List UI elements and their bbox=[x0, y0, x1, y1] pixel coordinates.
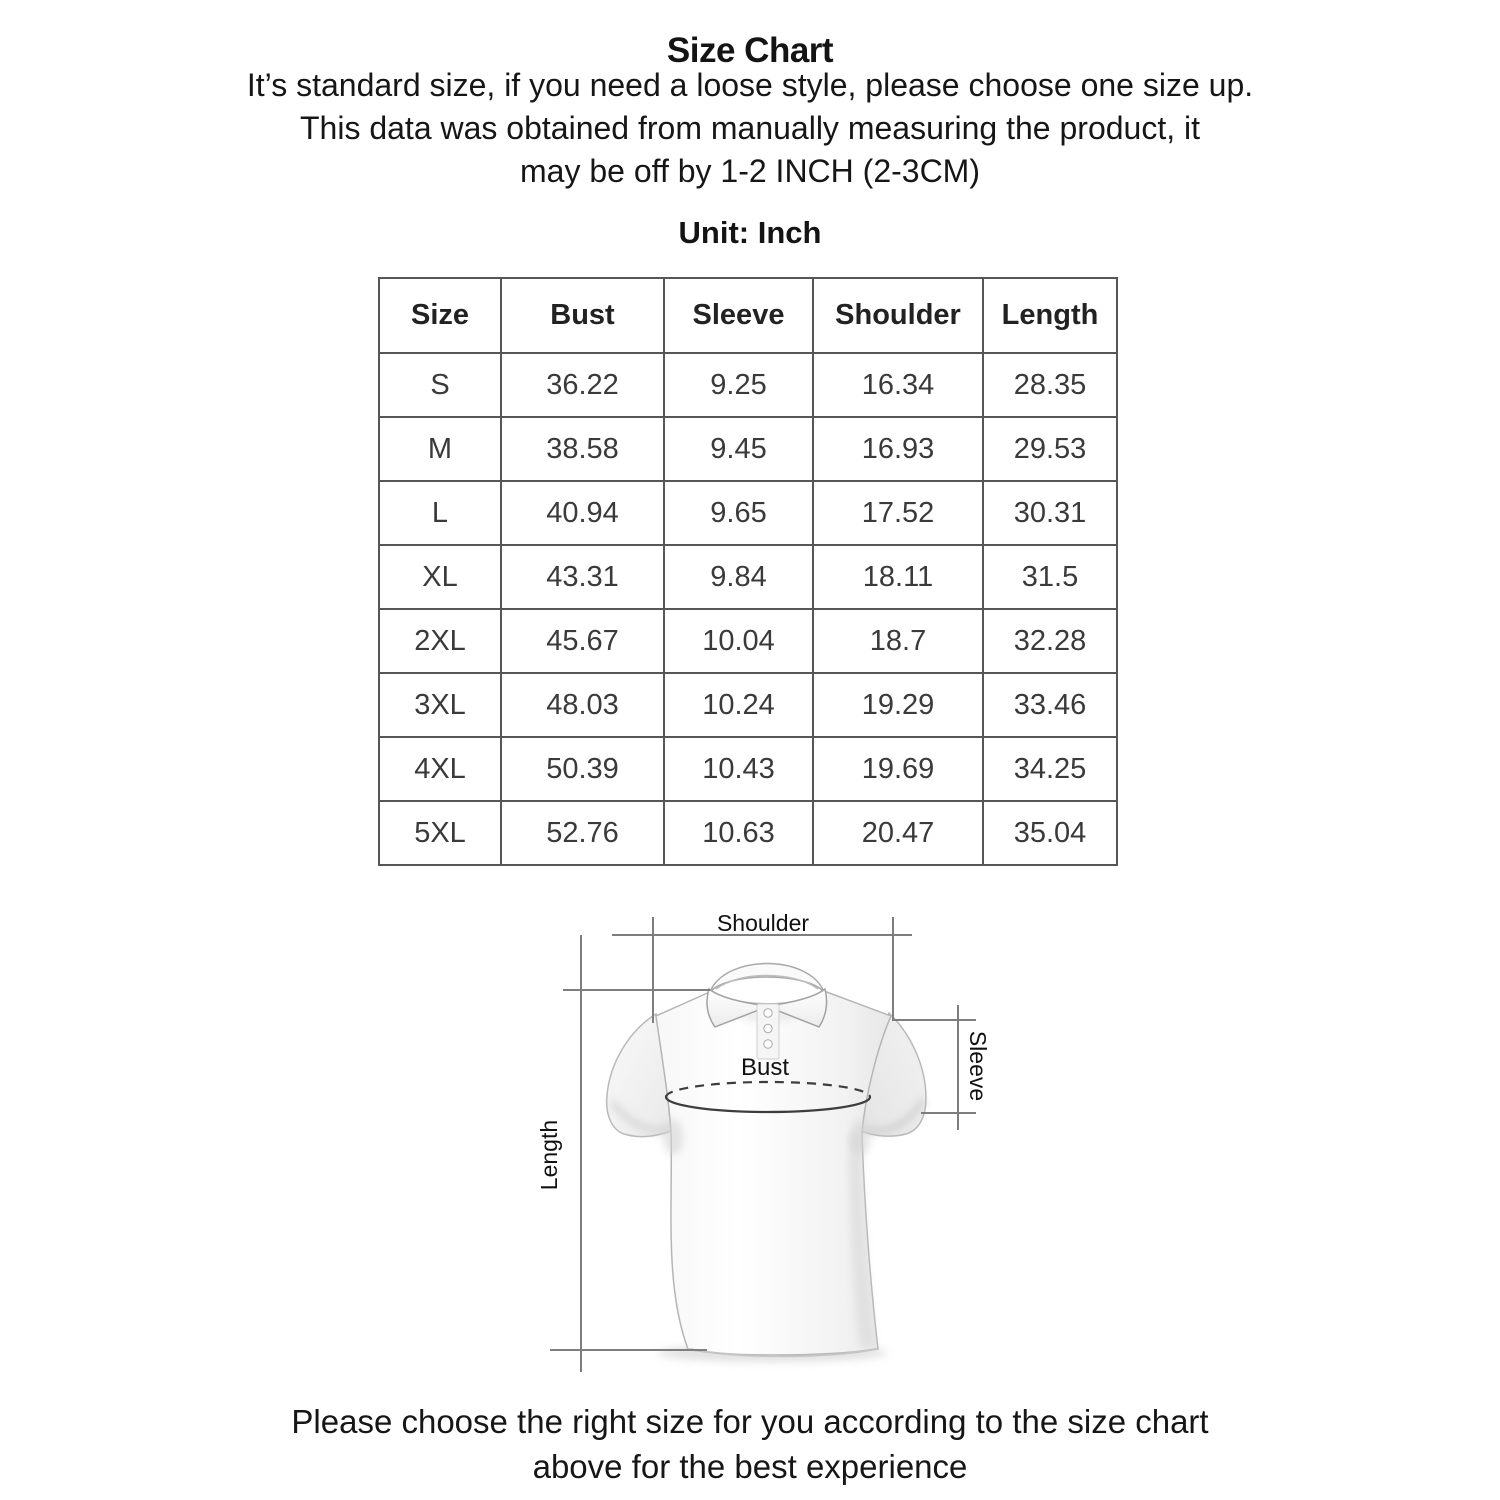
table-row-3xl bbox=[379, 673, 1117, 737]
shoulder-cell: 20.47 bbox=[813, 801, 983, 865]
table-row-4xl bbox=[379, 737, 1117, 801]
sleeve-cell: 9.65 bbox=[664, 481, 813, 545]
column-header-bust: Bust bbox=[501, 278, 664, 353]
length-cell: 35.04 bbox=[983, 801, 1117, 865]
sleeve-cell: 9.45 bbox=[664, 417, 813, 481]
measurement-diagram bbox=[520, 895, 1025, 1395]
sleeve-cell: 10.43 bbox=[664, 737, 813, 801]
left-armpit-shade bbox=[663, 1119, 683, 1155]
length-cell: 31.5 bbox=[983, 545, 1117, 609]
bust-cell: 38.58 bbox=[501, 417, 664, 481]
sleeve-label: Sleeve bbox=[965, 1030, 991, 1102]
intro-line-3: may be off by 1-2 INCH (2-3CM) bbox=[520, 153, 980, 189]
sleeve-cell: 9.25 bbox=[664, 353, 813, 417]
size-cell: 4XL bbox=[379, 737, 501, 801]
table-row-5xl bbox=[379, 801, 1117, 865]
table-header-row bbox=[379, 278, 1117, 353]
placket bbox=[757, 1004, 779, 1059]
sleeve-cell: 9.84 bbox=[664, 545, 813, 609]
bust-label: Bust bbox=[740, 1054, 790, 1081]
intro-line-1: It’s standard size, if you need a loose style, please choose one size up. bbox=[246, 67, 1254, 103]
length-cell: 34.25 bbox=[983, 737, 1117, 801]
intro-text bbox=[0, 64, 1500, 193]
column-header-shoulder: Shoulder bbox=[813, 278, 983, 353]
bust-cell: 50.39 bbox=[501, 737, 664, 801]
intro-line-2: This data was obtained from manually measuring the product, it bbox=[299, 110, 1200, 146]
size-cell: XL bbox=[379, 545, 501, 609]
bust-cell: 48.03 bbox=[501, 673, 664, 737]
bust-cell: 45.67 bbox=[501, 609, 664, 673]
size-cell: 3XL bbox=[379, 673, 501, 737]
polo-shirt-illustration bbox=[607, 964, 926, 1357]
button-2 bbox=[764, 1024, 772, 1032]
length-cell: 28.35 bbox=[983, 353, 1117, 417]
size-cell: S bbox=[379, 353, 501, 417]
page-title: Size Chart bbox=[666, 31, 834, 71]
length-cell: 29.53 bbox=[983, 417, 1117, 481]
table-row-xl bbox=[379, 545, 1117, 609]
length-cell: 33.46 bbox=[983, 673, 1117, 737]
table-row-s bbox=[379, 353, 1117, 417]
button-1 bbox=[764, 1009, 772, 1017]
button-3 bbox=[764, 1040, 772, 1048]
shoulder-cell: 18.7 bbox=[813, 609, 983, 673]
size-cell: 2XL bbox=[379, 609, 501, 673]
shoulder-cell: 16.93 bbox=[813, 417, 983, 481]
column-header-sleeve: Sleeve bbox=[664, 278, 813, 353]
shoulder-cell: 19.29 bbox=[813, 673, 983, 737]
right-armpit-shade bbox=[850, 1120, 870, 1156]
size-cell: L bbox=[379, 481, 501, 545]
shoulder-cell: 16.34 bbox=[813, 353, 983, 417]
size-table bbox=[378, 277, 1118, 866]
column-header-size: Size bbox=[379, 278, 501, 353]
sleeve-cell: 10.04 bbox=[664, 609, 813, 673]
bust-cell: 40.94 bbox=[501, 481, 664, 545]
footer-line-1: Please choose the right size for you according to the size chart bbox=[291, 1403, 1209, 1440]
shoulder-cell: 19.69 bbox=[813, 737, 983, 801]
shoulder-cell: 18.11 bbox=[813, 545, 983, 609]
length-cell: 32.28 bbox=[983, 609, 1117, 673]
unit-label: Unit: Inch bbox=[678, 215, 822, 250]
bust-cell: 52.76 bbox=[501, 801, 664, 865]
table-row-l bbox=[379, 481, 1117, 545]
shoulder-cell: 17.52 bbox=[813, 481, 983, 545]
footer-line-2: above for the best experience bbox=[532, 1448, 968, 1485]
size-cell: M bbox=[379, 417, 501, 481]
column-header-length: Length bbox=[983, 278, 1117, 353]
bust-cell: 43.31 bbox=[501, 545, 664, 609]
size-cell: 5XL bbox=[379, 801, 501, 865]
length-cell: 30.31 bbox=[983, 481, 1117, 545]
shoulder-label: Shoulder bbox=[716, 910, 810, 936]
sleeve-cell: 10.24 bbox=[664, 673, 813, 737]
bust-cell: 36.22 bbox=[501, 353, 664, 417]
footer-note bbox=[0, 1399, 1500, 1489]
collar-back bbox=[710, 964, 824, 993]
table-row-m bbox=[379, 417, 1117, 481]
length-label: Length bbox=[536, 1119, 562, 1191]
table-row-2xl bbox=[379, 609, 1117, 673]
sleeve-cell: 10.63 bbox=[664, 801, 813, 865]
